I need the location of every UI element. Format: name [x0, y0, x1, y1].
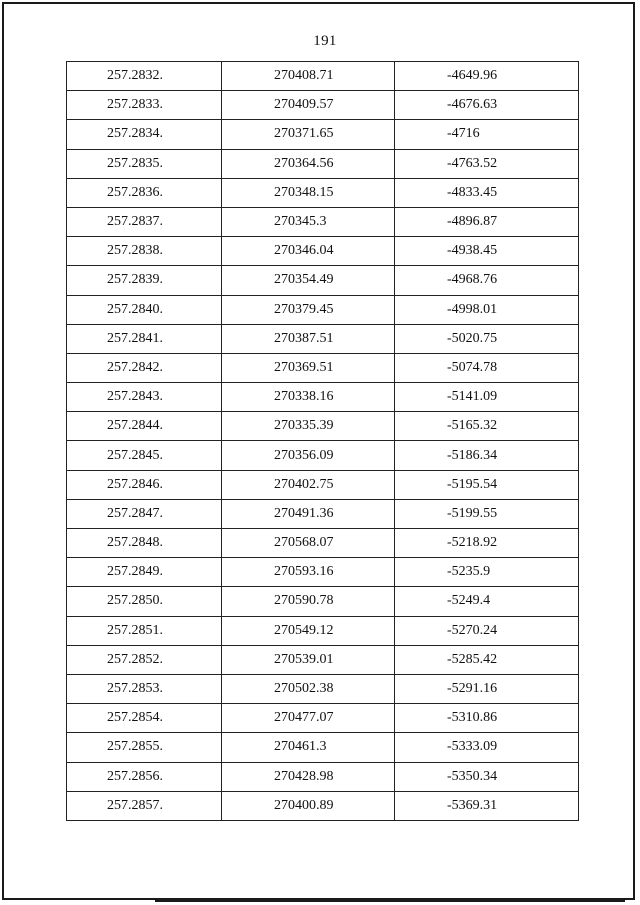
table-row [67, 295, 579, 324]
point-number-cell: 257.2850. [67, 587, 222, 616]
y-coordinate-cell: -4998.01 [395, 295, 579, 324]
y-coordinate-cell: -5369.31 [395, 791, 579, 820]
table-row [67, 178, 579, 207]
y-coordinate-cell: -4676.63 [395, 91, 579, 120]
y-coordinate-cell: -5249.4 [395, 587, 579, 616]
x-coordinate-cell: 270369.51 [222, 353, 395, 382]
x-coordinate-cell: 270387.51 [222, 324, 395, 353]
point-number-cell: 257.2833. [67, 91, 222, 120]
y-coordinate-cell: -5310.86 [395, 704, 579, 733]
x-coordinate-cell: 270348.15 [222, 178, 395, 207]
point-number-cell: 257.2852. [67, 645, 222, 674]
x-coordinate-cell: 270345.3 [222, 207, 395, 236]
table-row [67, 120, 579, 149]
table-row [67, 499, 579, 528]
table-row [67, 237, 579, 266]
y-coordinate-cell: -4896.87 [395, 207, 579, 236]
x-coordinate-cell: 270568.07 [222, 529, 395, 558]
y-coordinate-cell: -5165.32 [395, 412, 579, 441]
y-coordinate-cell: -5020.75 [395, 324, 579, 353]
y-coordinate-cell: -5141.09 [395, 383, 579, 412]
point-number-cell: 257.2836. [67, 178, 222, 207]
point-number-cell: 257.2838. [67, 237, 222, 266]
y-coordinate-cell: -5333.09 [395, 733, 579, 762]
coordinates-table [66, 61, 579, 821]
x-coordinate-cell: 270402.75 [222, 470, 395, 499]
point-number-cell: 257.2837. [67, 207, 222, 236]
y-coordinate-cell: -4938.45 [395, 237, 579, 266]
y-coordinate-cell: -4968.76 [395, 266, 579, 295]
table-row [67, 470, 579, 499]
table-row [67, 207, 579, 236]
table-row [67, 674, 579, 703]
point-number-cell: 257.2851. [67, 616, 222, 645]
y-coordinate-cell: -5235.9 [395, 558, 579, 587]
x-coordinate-cell: 270409.57 [222, 91, 395, 120]
table-row [67, 62, 579, 91]
point-number-cell: 257.2832. [67, 62, 222, 91]
table-row [67, 616, 579, 645]
coordinates-table-body [67, 62, 579, 821]
table-row [67, 266, 579, 295]
y-coordinate-cell: -5291.16 [395, 674, 579, 703]
x-coordinate-cell: 270354.49 [222, 266, 395, 295]
x-coordinate-cell: 270549.12 [222, 616, 395, 645]
y-coordinate-cell: -5074.78 [395, 353, 579, 382]
x-coordinate-cell: 270461.3 [222, 733, 395, 762]
x-coordinate-cell: 270364.56 [222, 149, 395, 178]
y-coordinate-cell: -5285.42 [395, 645, 579, 674]
point-number-cell: 257.2855. [67, 733, 222, 762]
x-coordinate-cell: 270477.07 [222, 704, 395, 733]
point-number-cell: 257.2839. [67, 266, 222, 295]
y-coordinate-cell: -4833.45 [395, 178, 579, 207]
table-row [67, 383, 579, 412]
table-row [67, 791, 579, 820]
table-row [67, 762, 579, 791]
table-row [67, 645, 579, 674]
y-coordinate-cell: -4716 [395, 120, 579, 149]
x-coordinate-cell: 270590.78 [222, 587, 395, 616]
y-coordinate-cell: -5186.34 [395, 441, 579, 470]
point-number-cell: 257.2846. [67, 470, 222, 499]
table-row [67, 91, 579, 120]
table-row [67, 149, 579, 178]
y-coordinate-cell: -4763.52 [395, 149, 579, 178]
x-coordinate-cell: 270335.39 [222, 412, 395, 441]
point-number-cell: 257.2856. [67, 762, 222, 791]
table-row [67, 704, 579, 733]
x-coordinate-cell: 270379.45 [222, 295, 395, 324]
point-number-cell: 257.2857. [67, 791, 222, 820]
point-number-cell: 257.2841. [67, 324, 222, 353]
y-coordinate-cell: -5195.54 [395, 470, 579, 499]
table-row [67, 353, 579, 382]
x-coordinate-cell: 270371.65 [222, 120, 395, 149]
table-row [67, 733, 579, 762]
point-number-cell: 257.2835. [67, 149, 222, 178]
point-number-cell: 257.2854. [67, 704, 222, 733]
point-number-cell: 257.2849. [67, 558, 222, 587]
x-coordinate-cell: 270502.38 [222, 674, 395, 703]
x-coordinate-cell: 270338.16 [222, 383, 395, 412]
table-row [67, 529, 579, 558]
table-row [67, 412, 579, 441]
y-coordinate-cell: -5199.55 [395, 499, 579, 528]
point-number-cell: 257.2834. [67, 120, 222, 149]
y-coordinate-cell: -5218.92 [395, 529, 579, 558]
table-row [67, 558, 579, 587]
x-coordinate-cell: 270428.98 [222, 762, 395, 791]
bottom-edge-line [155, 900, 625, 902]
point-number-cell: 257.2842. [67, 353, 222, 382]
x-coordinate-cell: 270408.71 [222, 62, 395, 91]
point-number-cell: 257.2848. [67, 529, 222, 558]
x-coordinate-cell: 270356.09 [222, 441, 395, 470]
x-coordinate-cell: 270491.36 [222, 499, 395, 528]
x-coordinate-cell: 270593.16 [222, 558, 395, 587]
y-coordinate-cell: -5350.34 [395, 762, 579, 791]
x-coordinate-cell: 270346.04 [222, 237, 395, 266]
table-row [67, 587, 579, 616]
point-number-cell: 257.2853. [67, 674, 222, 703]
point-number-cell: 257.2845. [67, 441, 222, 470]
table-row [67, 441, 579, 470]
y-coordinate-cell: -5270.24 [395, 616, 579, 645]
x-coordinate-cell: 270400.89 [222, 791, 395, 820]
point-number-cell: 257.2840. [67, 295, 222, 324]
x-coordinate-cell: 270539.01 [222, 645, 395, 674]
page-number: 191 [313, 33, 337, 49]
point-number-cell: 257.2843. [67, 383, 222, 412]
point-number-cell: 257.2844. [67, 412, 222, 441]
y-coordinate-cell: -4649.96 [395, 62, 579, 91]
table-row [67, 324, 579, 353]
point-number-cell: 257.2847. [67, 499, 222, 528]
